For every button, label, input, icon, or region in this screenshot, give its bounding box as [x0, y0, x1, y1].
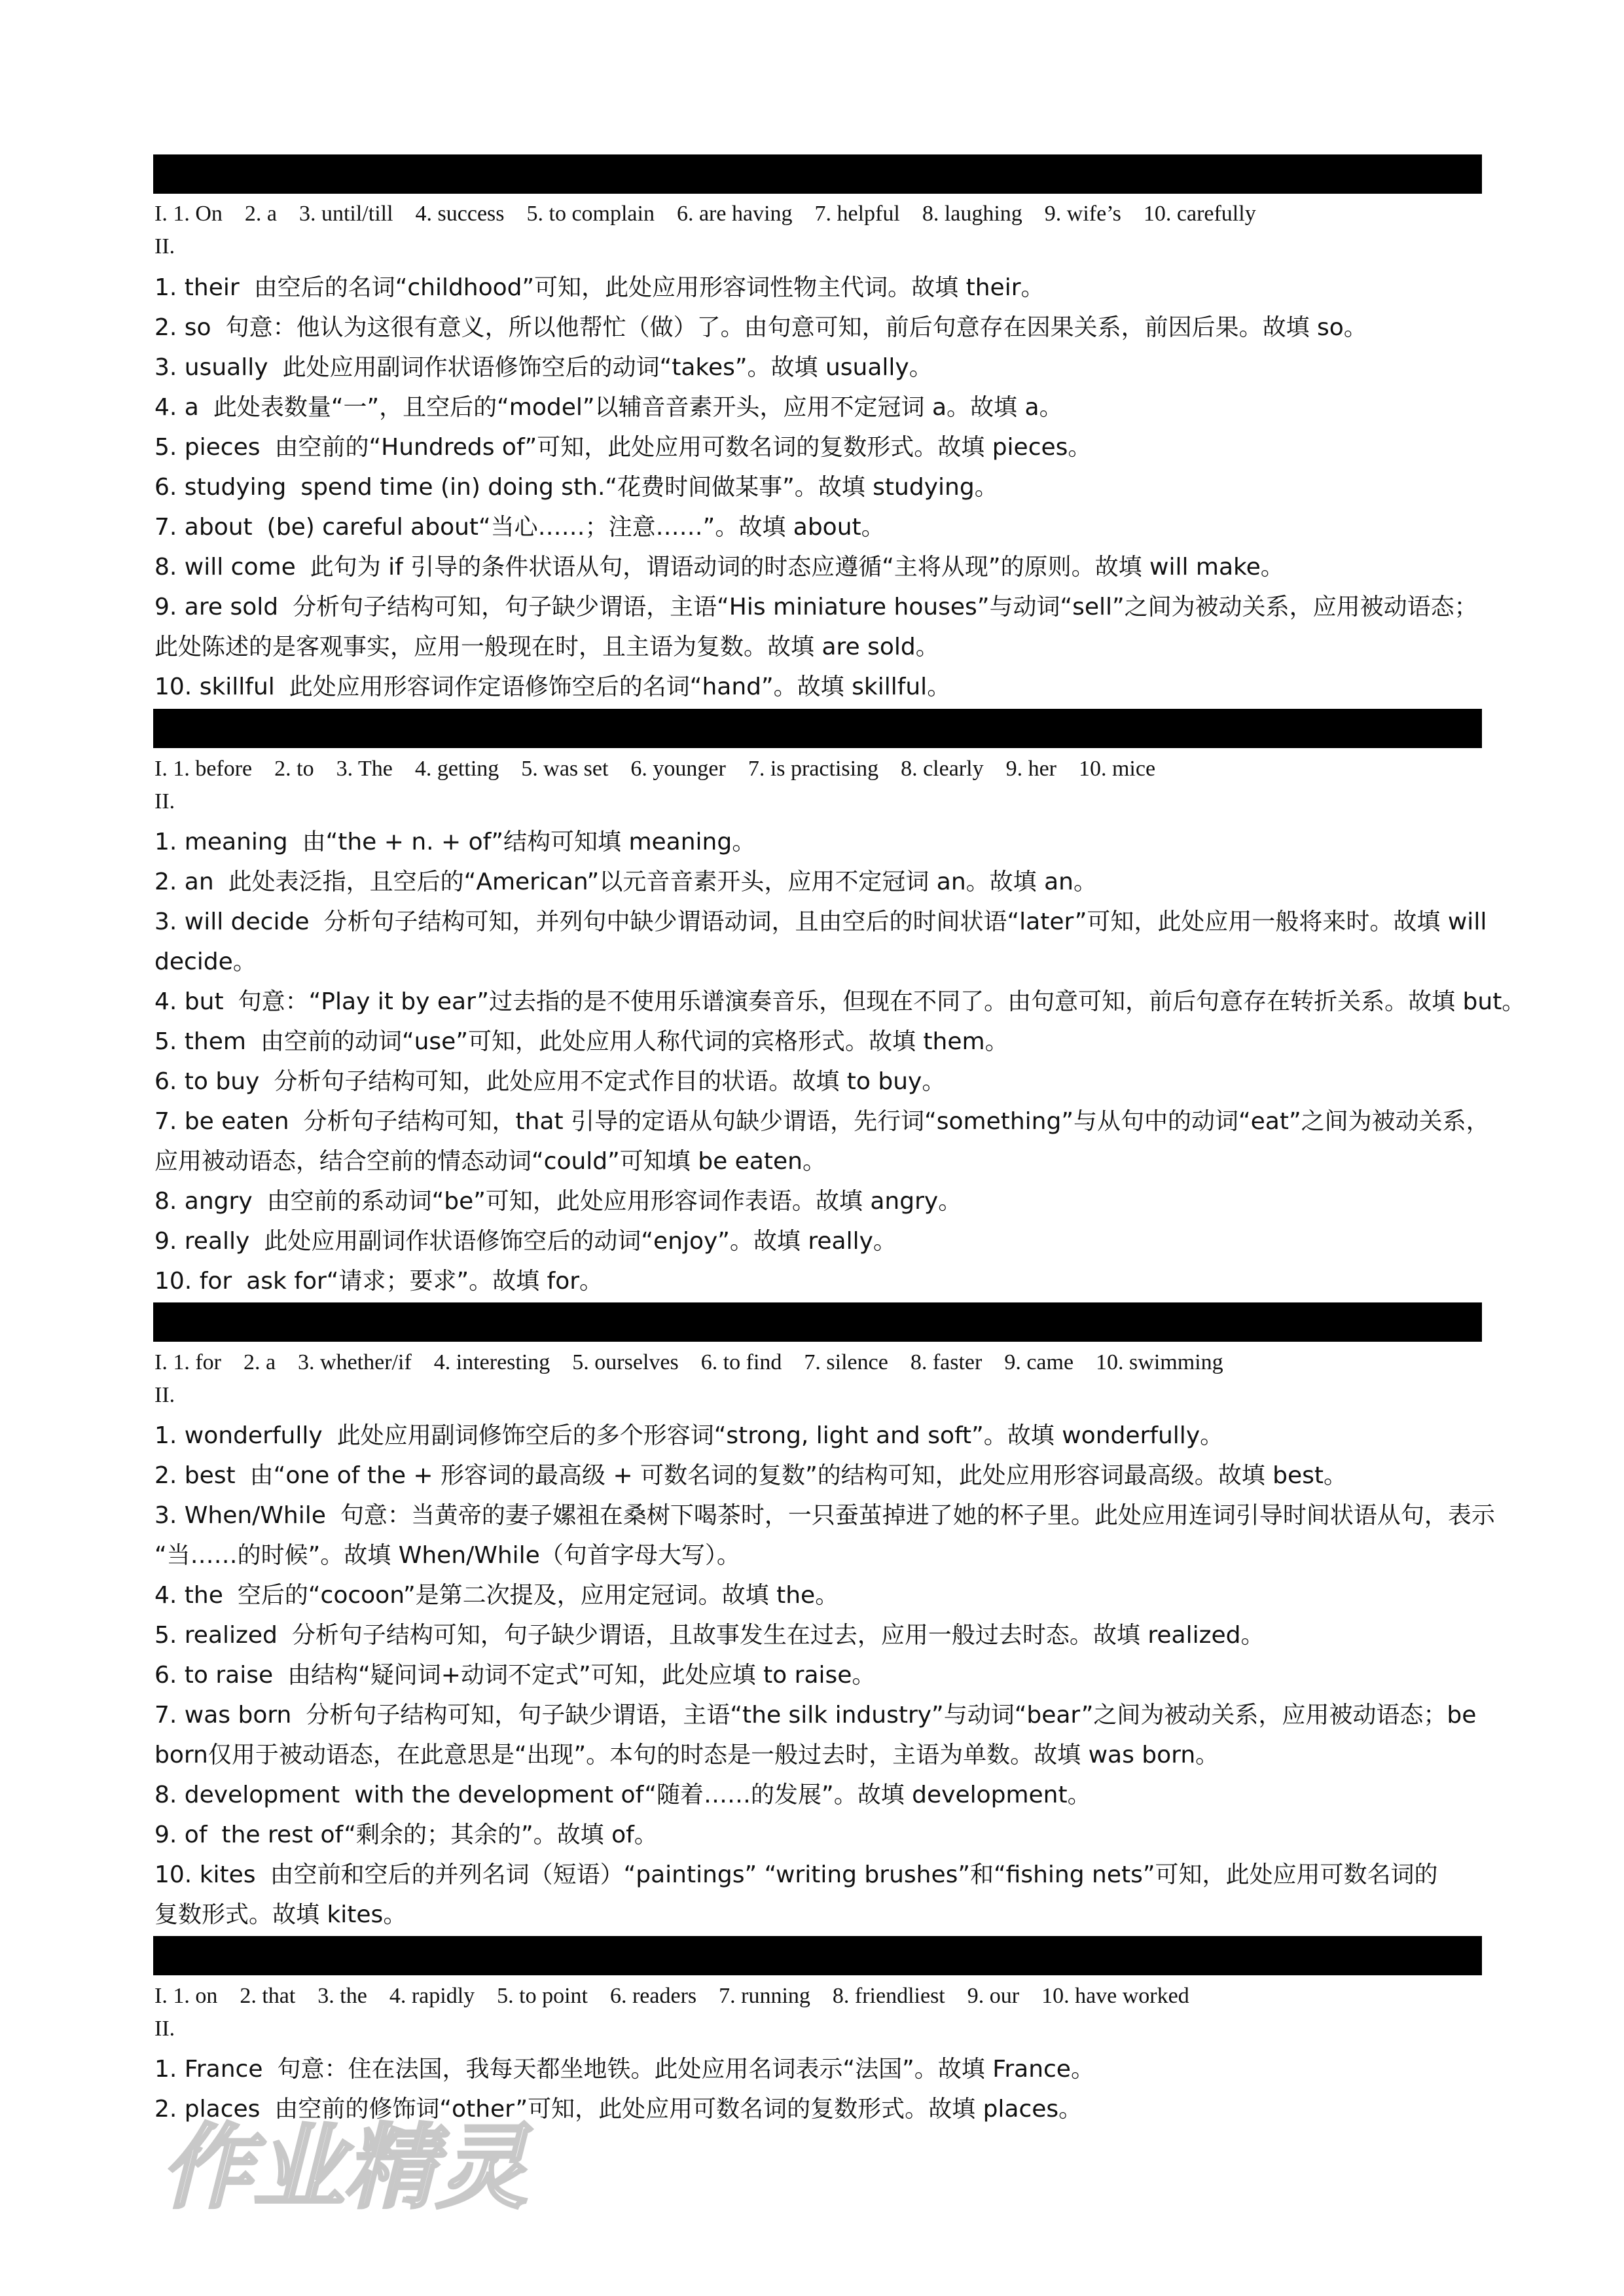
- answer: 6. to raise: [154, 1662, 274, 1689]
- answer-item: [154, 431, 1483, 464]
- answer-item: [154, 1859, 1483, 1892]
- explanation: 由空前的修饰词“other”可知，此处应用可数名词的复数形式。故填 places。: [274, 2096, 1083, 2123]
- part2-label: II.: [154, 234, 175, 259]
- answer-item: [154, 1460, 1483, 1492]
- answer-item: [154, 1699, 1483, 1732]
- explanation: 由结构“疑问词+动词不定式”可知，此处应填 to raise。: [287, 1662, 876, 1689]
- answer-item: [154, 351, 1483, 384]
- explanation: with the development of“随着……的发展”。故填 development。: [354, 1782, 1091, 1808]
- answer: 8. angry: [154, 1188, 253, 1215]
- answer: 1. wonderfully: [154, 1422, 323, 1449]
- explanation: (be) careful about“当心……；注意……”。故填 about。: [266, 514, 885, 541]
- answer-item: [154, 1779, 1483, 1812]
- answer: 8. development: [154, 1782, 340, 1808]
- answer: 6. studying: [154, 474, 287, 501]
- answer-item: [154, 866, 1483, 899]
- part1-answers: I. 1. for 2. a 3. whether/if 4. interesting 5. ourselves 6. to find 7. silence 8. faster 9. came 10. swimming: [154, 1350, 1223, 1374]
- answer-item: [154, 1579, 1483, 1612]
- explanation: 句意：当黄帝的妻子嫘祖在桑树下喝茶时，一只蚕茧掉进了她的杯子里。此处应用连词引导时间状语从句，表示: [340, 1502, 1495, 1529]
- answer: 5. realized: [154, 1622, 278, 1649]
- explanation: 分析句子结构可知，句子缺少谓语，主语“the silk industry”与动词“bear”之间为被动关系，应用被动语态；be: [306, 1702, 1477, 1729]
- explanation: 分析句子结构可知，此处应用不定式作目的状语。故填 to buy。: [274, 1068, 946, 1095]
- explanation: 由“one of the + 形容词的最高级 + 可数名词的复数”的结构可知，此处应用形容词最高级。故填 best。: [249, 1462, 1348, 1489]
- answer: 10. kites: [154, 1861, 256, 1888]
- answer: 3. will decide: [154, 908, 310, 935]
- section-header-bar: [153, 1936, 1482, 1975]
- explanation: 分析句子结构可知，that 引导的定语从句缺少谓语，先行词“something”与从句中的动词“eat”之间为被动关系，: [303, 1108, 1490, 1135]
- part2-label: II.: [154, 2017, 175, 2041]
- answer-item: [154, 1819, 1483, 1852]
- watermark-icon: [154, 2101, 547, 2232]
- answer-item: [154, 391, 1483, 424]
- answer: 2. so: [154, 314, 211, 341]
- answer-item: [154, 826, 1483, 859]
- explanation: 此处应用副词修饰空后的多个形容词“strong, light and soft”。故填 wonderfully。: [336, 1422, 1224, 1449]
- answer-item: [154, 986, 1526, 1018]
- section-header-bar: [153, 709, 1482, 748]
- answer-item: [154, 1026, 1483, 1058]
- answer: 7. be eaten: [154, 1108, 289, 1135]
- explanation: 分析句子结构可知，句子缺少谓语，且故事发生在过去，应用一般过去时态。故填 realized。: [291, 1622, 1265, 1649]
- explanation: 句意：他认为这很有意义，所以他帮忙（做）了。由句意可知，前后句意存在因果关系，前因后果。故填 so。: [225, 314, 1367, 341]
- explanation: 由空前的系动词“be”可知，此处应用形容词作表语。故填 angry。: [266, 1188, 962, 1215]
- answer: 9. really: [154, 1228, 250, 1255]
- answer: 1. their: [154, 274, 240, 301]
- explanation: 分析句子结构可知，句子缺少谓语，主语“His miniature houses”与动词“sell”之间为被动关系，应用被动语态；: [293, 594, 1478, 620]
- section-header-bar: [153, 1302, 1482, 1342]
- answer-item: [154, 272, 1483, 304]
- section-header-bar: [153, 154, 1482, 194]
- answer-item: [154, 1659, 1483, 1692]
- explanation-continued: 复数形式。故填 kites。: [154, 1901, 407, 1928]
- explanation: ask for“请求；要求”。故填 for。: [246, 1268, 604, 1295]
- part1-answers: I. 1. on 2. that 3. the 4. rapidly 5. to point 6. readers 7. running 8. friendliest 9. our 10. have worked: [154, 1984, 1189, 2008]
- answer-item: [154, 906, 1487, 939]
- explanation: 此处应用形容词作定语修饰空后的名词“hand”。故填 skillful。: [289, 673, 951, 700]
- explanation-continued: “当……的时候”。故填 When/While（句首字母大写）。: [154, 1542, 740, 1569]
- answer-item: [154, 2053, 1483, 2086]
- answer: 4. but: [154, 988, 224, 1015]
- answer-item: [154, 1185, 1483, 1218]
- answer: 9. are sold: [154, 594, 279, 620]
- watermark-logo: [154, 2101, 547, 2232]
- answer: 7. was born: [154, 1702, 292, 1729]
- part2-label: II.: [154, 789, 175, 814]
- part2-label: II.: [154, 1383, 175, 1407]
- answer-item: [154, 1499, 1495, 1532]
- explanation: 由空前的动词“use”可知，此处应用人称代词的宾格形式。故填 them。: [260, 1028, 1009, 1055]
- answer: 2. places: [154, 2096, 261, 2123]
- answer: 4. a: [154, 394, 199, 421]
- explanation: 此句为 if 引导的条件状语从句，谓语动词的时态应遵循“主将从现”的原则。故填 will make。: [310, 554, 1284, 581]
- explanation: 此处应用副词作状语修饰空后的动词“enjoy”。故填 really。: [264, 1228, 897, 1255]
- answer-item: [154, 312, 1483, 344]
- part1-answers: I. 1. On 2. a 3. until/till 4. success 5. to complain 6. are having 7. helpful 8. laughing 9. wife’s 10. carefully: [154, 202, 1256, 226]
- answer: 10. skillful: [154, 673, 275, 700]
- answer-item: [154, 1066, 1483, 1098]
- explanation-continued: born仅用于被动语态，在此意思是“出现”。本句的时态是一般过去时，主语为单数。故填 was born。: [154, 1742, 1219, 1768]
- watermark-text: 作业精灵: [161, 2115, 528, 2221]
- answer: 1. France: [154, 2056, 263, 2083]
- answer: 5. pieces: [154, 434, 261, 461]
- answer: 8. will come: [154, 554, 296, 581]
- answer-item: [154, 1420, 1483, 1452]
- explanation-continued: decide。: [154, 948, 257, 975]
- answer: 4. the: [154, 1582, 223, 1609]
- explanation: 由空前的“Hundreds of”可知，此处应用可数名词的复数形式。故填 pieces。: [274, 434, 1092, 461]
- explanation: 由空后的名词“childhood”可知，此处应用形容词性物主代词。故填 their。: [253, 274, 1045, 301]
- part1-answers: I. 1. before 2. to 3. The 4. getting 5. was set 6. younger 7. is practising 8. clearly 9. her 10. mice: [154, 757, 1156, 781]
- explanation: 由“the + n. + of”结构可知填 meaning。: [302, 829, 756, 855]
- explanation: 句意：“Play it by ear”过去指的是不使用乐谱演奏音乐，但现在不同了。由句意可知，前后句意存在转折关系。故填 but。: [238, 988, 1526, 1015]
- explanation: 此处应用副词作状语修饰空后的动词“takes”。故填 usually。: [282, 354, 933, 381]
- answer: 2. best: [154, 1462, 236, 1489]
- answer-item: [154, 471, 1483, 504]
- answer: 3. When/While: [154, 1502, 326, 1529]
- explanation: 分析句子结构可知，并列句中缺少谓语动词，且由空后的时间状语“later”可知，此处应用一般将来时。故填 will: [323, 908, 1487, 935]
- explanation: 由空前和空后的并列名词（短语）“paintings” “writing brushes”和“fishing nets”可知，此处应用可数名词的: [270, 1861, 1438, 1888]
- answer-item: [154, 1265, 1483, 1298]
- answer-item: [154, 511, 1483, 544]
- answer-item: [154, 1619, 1483, 1652]
- explanation-continued: 此处陈述的是客观事实，应用一般现在时，且主语为复数。故填 are sold。: [154, 634, 939, 660]
- explanation-continued: 应用被动语态，结合空前的情态动词“could”可知填 be eaten。: [154, 1148, 826, 1175]
- answer-item: [154, 551, 1483, 584]
- answer-item: [154, 1105, 1490, 1138]
- answer: 1. meaning: [154, 829, 288, 855]
- explanation: 此处表泛指，且空后的“American”以元音音素开头，应用不定冠词 an。故填 an。: [228, 869, 1097, 895]
- answer-item: [154, 591, 1483, 624]
- explanation: spend time (in) doing sth.“花费时间做某事”。故填 studying。: [300, 474, 998, 501]
- answer-item: [154, 1225, 1483, 1258]
- explanation: 此处表数量“一”，且空后的“model”以辅音音素开头，应用不定冠词 a。故填 a。: [213, 394, 1063, 421]
- answer: 6. to buy: [154, 1068, 260, 1095]
- answer: 10. for: [154, 1268, 232, 1295]
- answer: 7. about: [154, 514, 253, 541]
- answer: 3. usually: [154, 354, 268, 381]
- explanation: 空后的“cocoon”是第二次提及，应用定冠词。故填 the。: [237, 1582, 839, 1609]
- answer: 5. them: [154, 1028, 246, 1055]
- answer: 9. of: [154, 1821, 208, 1848]
- answer-item: [154, 671, 1483, 704]
- answer: 2. an: [154, 869, 214, 895]
- explanation: the rest of“剩余的；其余的”。故填 of。: [221, 1821, 658, 1848]
- explanation: 句意：住在法国，我每天都坐地铁。此处应用名词表示“法国”。故填 France。: [277, 2056, 1094, 2083]
